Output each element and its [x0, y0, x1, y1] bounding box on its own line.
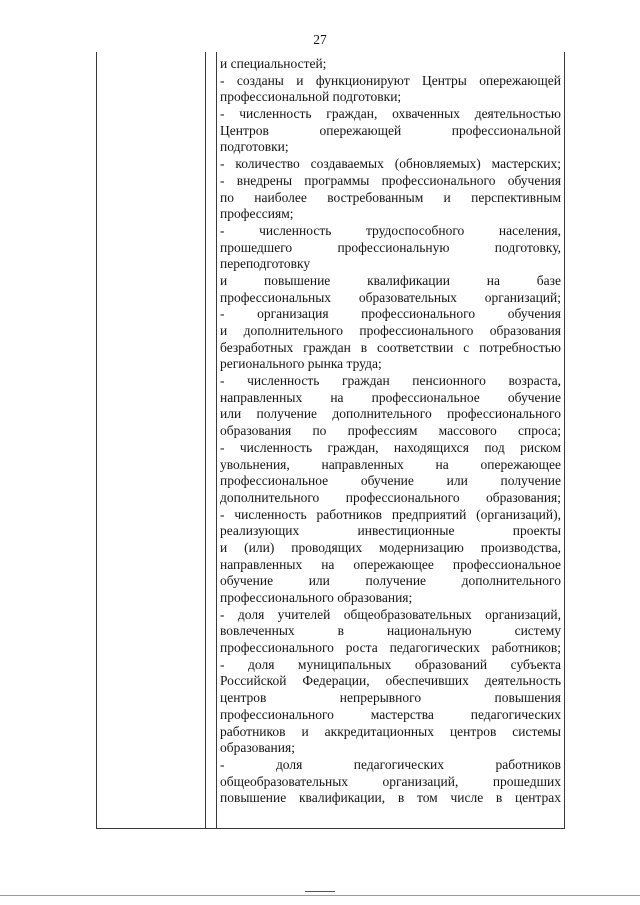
text-line: по наиболее востребованным и перспективным: [220, 189, 561, 205]
text-line: прошедшего профессиональную подготовку,: [220, 239, 561, 255]
table-fragment: [96, 52, 565, 829]
footer-mark: [305, 891, 335, 892]
text-line: профессиональное обучение или получение: [220, 473, 561, 489]
text-line: - доля педагогических работников: [220, 756, 561, 772]
text-line: профессиональной подготовки;: [220, 89, 402, 105]
text-line: центров непрерывного повышения: [220, 690, 561, 706]
text-line: и повышение квалификации на базе: [220, 272, 561, 288]
column-divider: [216, 52, 217, 828]
text-line: профессионального образования;: [220, 590, 413, 605]
text-line: - численность работников предприятий (организаций),: [220, 506, 561, 522]
text-line: образования;: [220, 740, 295, 756]
text-line: - доля муниципальных образований субъекта: [220, 656, 561, 672]
text-line: Российской Федерации, обеспечивших деятельность: [220, 673, 561, 689]
text-line: работников и аккредитационных центров системы: [220, 723, 561, 739]
text-line: - доля учителей общеобразовательных организаций,: [220, 606, 561, 622]
footer-rule: [0, 895, 640, 896]
text-line: - количество создаваемых (обновляемых) мастерских;: [220, 156, 561, 172]
indicators-cell: [220, 56, 561, 807]
text-line: - созданы и функционируют Центры опережающей: [220, 72, 561, 88]
text-line: безработных граждан в соответствии с потребностью: [220, 339, 561, 355]
text-line: - численность граждан, охваченных деятельностью: [220, 106, 561, 122]
text-line: Центров опережающей профессиональной: [220, 122, 561, 138]
text-line: увольнения, направленных на опережающее: [220, 456, 561, 472]
text-line: и специальностей;: [220, 56, 327, 71]
text-line: - численность граждан, находящихся под риском: [220, 439, 561, 455]
text-line: образования по профессиям массового спроса;: [220, 423, 561, 439]
text-line: направленных на профессиональное обучение: [220, 389, 561, 405]
column-divider: [205, 52, 206, 828]
text-line: дополнительного профессионального образования;: [220, 489, 561, 505]
text-line: профессиональных образовательных организаций;: [220, 289, 561, 305]
text-line: и дополнительного профессионального образования: [220, 323, 561, 338]
text-line: - численность трудоспособного населения,: [220, 222, 561, 238]
text-line: - организация профессионального обучения: [220, 306, 561, 322]
page-number: 27: [313, 32, 327, 47]
text-line: регионального рынка труда;: [220, 356, 382, 372]
text-line: общеобразовательных организаций, прошедших: [220, 773, 561, 789]
text-line: профессионального мастерства педагогических: [220, 706, 561, 722]
text-line: вовлеченных в национальную систему: [220, 623, 561, 639]
text-line: направленных на опережающее профессиональное: [220, 556, 561, 572]
text-line: подготовки;: [220, 139, 289, 155]
text-line: и (или) проводящих модернизацию производства,: [220, 539, 561, 555]
text-line: или получение дополнительного профессионального: [220, 406, 561, 422]
text-line: - численность граждан пенсионного возраста,: [220, 373, 561, 389]
text-line: профессиям;: [220, 206, 294, 222]
text-line: переподготовку: [220, 256, 311, 272]
text-line: профессионального роста педагогических работников;: [220, 640, 561, 656]
text-line: реализующих инвестиционные проекты: [220, 523, 561, 539]
text-line: - внедрены программы профессионального обучения: [220, 172, 561, 188]
text-line: обучение или получение дополнительного: [220, 573, 561, 589]
text-line: повышение квалификации, в том числе в центрах: [220, 790, 561, 806]
